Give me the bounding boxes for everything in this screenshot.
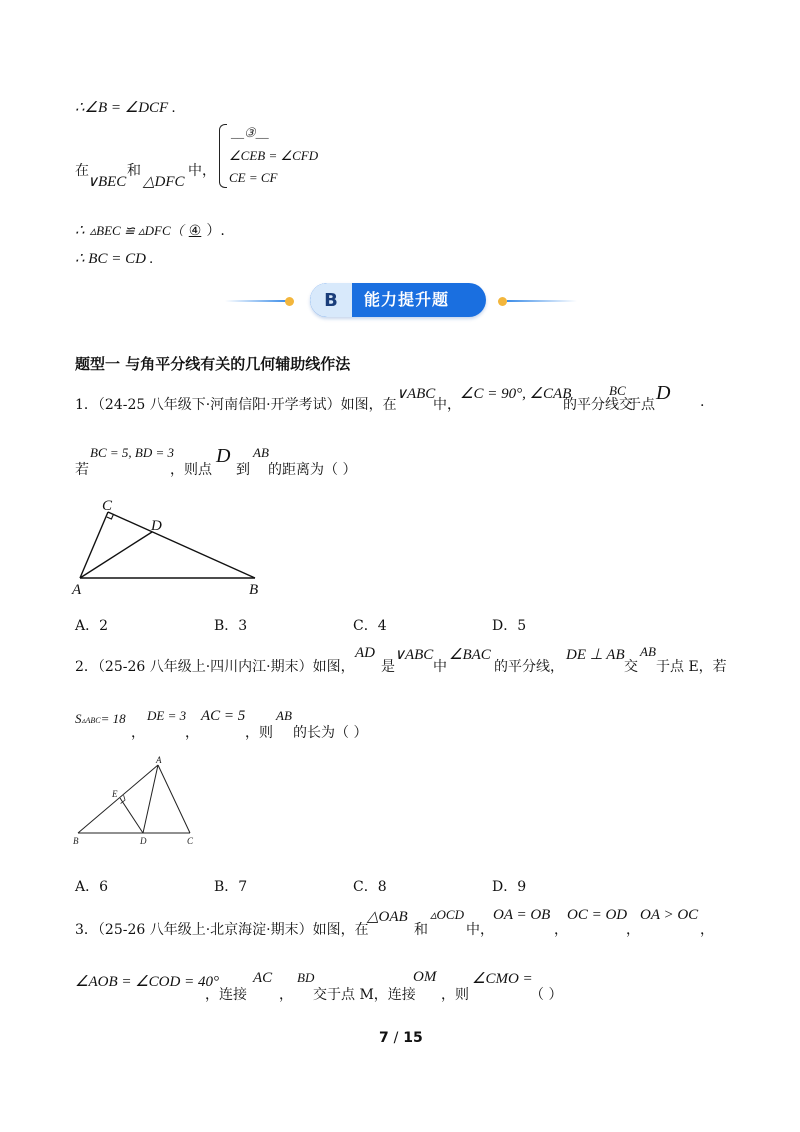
proof-triangle-bec: ∨BEC (87, 174, 127, 190)
q3-angle-condition: ∠AOB = ∠COD = 40° (75, 974, 219, 990)
q2-label-a: A (156, 755, 162, 765)
q3-and: 和 (414, 922, 428, 938)
proof-conclusion: ∴ BC = CD . (75, 251, 154, 267)
banner-line-right (507, 300, 577, 302)
q3-cmo: ∠CMO = (472, 971, 533, 987)
q2-side-ab (78, 765, 158, 833)
banner-title: 能力提升题 (364, 290, 450, 309)
q1-option-d: D．5 (492, 618, 527, 634)
q2-perp: DE ⊥ AB (566, 647, 625, 663)
page-current: 7 (379, 1030, 389, 1046)
q3-eq1: OA = OB (493, 907, 551, 923)
q1-option-b: B．3 (214, 618, 248, 634)
q2-label-b: B (73, 836, 79, 846)
q2-label-d: D (140, 836, 147, 846)
q2-option-a: A．6 (75, 879, 109, 895)
q1-label-d: D (151, 518, 162, 534)
banner-dot-left (285, 297, 294, 306)
q2-label-e: E (112, 789, 118, 799)
q2-ab: AB (640, 644, 656, 659)
q3-bd: BD (297, 970, 315, 985)
q2-de: DE = 3 (147, 708, 187, 723)
page-number (379, 1030, 423, 1046)
q2-option-b: B．7 (214, 879, 248, 895)
q1-line2-end: 的距离为（ ） (268, 462, 357, 478)
q1-text2: 的平分线交 (563, 397, 633, 413)
q2-side-ac (158, 765, 190, 833)
page-separator: / (393, 1030, 399, 1046)
q3-comma-4: ， (279, 987, 293, 1003)
q3-text-m: 交于点 M，连接 (313, 987, 416, 1003)
section-banner (310, 283, 486, 317)
q3-om: OM (413, 969, 437, 985)
proof-mid-label: 中， (188, 163, 216, 179)
proof-and-label: 和 (127, 163, 141, 179)
section-heading: 题型一 与角平分线有关的几何辅助线作法 (75, 355, 351, 373)
q1-line2-mid: ，则点 (170, 462, 212, 478)
q1-side-ac (80, 512, 108, 578)
q2-text3: 于点 E，若 (656, 659, 727, 675)
q1-bc: BC (609, 383, 626, 398)
q1-figure (70, 495, 270, 600)
q2-prefix: 2．（25-26 八年级上·四川内江·期末）如图， (75, 659, 355, 675)
q3-comma-3: ， (700, 922, 714, 938)
q1-triangle: ∨ABC (396, 386, 436, 402)
q1-label-b: B (249, 582, 259, 598)
q3-then: ，则 (441, 987, 469, 1003)
q1-label-c: C (102, 498, 113, 514)
q1-bisector-ad (80, 532, 152, 578)
q3-triangle-ocd: ▵OCD (430, 907, 464, 922)
q2-ac: AC = 5 (201, 708, 246, 724)
q2-perpendicular-de (120, 798, 143, 833)
q3-eq3: OA > OC (640, 907, 699, 923)
q2-area-sub: ▵ABC (81, 716, 101, 725)
q1-label-a: A (72, 582, 82, 598)
proof-line-angle: ∴∠B = ∠DCF . (75, 100, 176, 116)
q2-angle: ∠BAC (449, 647, 491, 663)
q3-comma-1: ， (554, 922, 568, 938)
q1-to: 到 (236, 462, 250, 478)
condition-brace (219, 124, 227, 188)
q1-prefix: 1．（24-25 八年级下·河南信阳·开学考试）如图，在 (75, 397, 397, 413)
congruent-suffix: ）. (206, 223, 225, 239)
q3-end: （ ） (530, 987, 563, 1003)
q3-connect1: ，连接 (205, 987, 247, 1003)
condition-blank-3: __③__ (231, 125, 269, 140)
proof-triangle-dfc: △DFC (143, 174, 185, 190)
banner-dot-right (498, 297, 507, 306)
q2-area-label: S (75, 711, 82, 726)
q2-comma-2: ， (185, 725, 199, 741)
q2-option-c: C．8 (353, 879, 387, 895)
proof-congruent-line (75, 220, 225, 240)
q1-ab: AB (253, 445, 269, 460)
q3-mid: 中， (466, 922, 494, 938)
q1-option-a: A．2 (75, 618, 109, 634)
condition-angle: ∠CEB = ∠CFD (229, 148, 319, 163)
q3-comma-2: ， (626, 922, 640, 938)
q2-label-c: C (187, 836, 194, 846)
q2-comma-1: ， (131, 725, 145, 741)
q1-point-d: D (656, 382, 671, 404)
page-total: 15 (403, 1030, 423, 1046)
condition-sides: CE = CF (229, 170, 278, 185)
q3-triangle-oab: △OAB (367, 909, 408, 925)
q2-end: 的长为（ ） (293, 725, 368, 741)
q2-option-d: D．9 (492, 879, 527, 895)
q1-point-d2: D (216, 445, 231, 467)
q2-triangle: ∨ABC (394, 647, 434, 663)
q3-prefix: 3．（25-26 八年级上·北京海淀·期末）如图，在 (75, 922, 369, 938)
q2-jiao: 交 (624, 659, 638, 675)
q2-area-val: = 18 (100, 711, 126, 726)
q2-text2: 的平分线， (494, 659, 564, 675)
q2-ab2: AB (276, 708, 292, 723)
congruent-expression: ▵BEC ≌ ▵DFC（ (89, 223, 184, 238)
therefore-symbol: ∴ (75, 223, 85, 239)
q3-ac: AC (253, 970, 273, 986)
q3-eq2: OC = OD (567, 907, 628, 923)
banner-line-left (225, 300, 287, 302)
q2-ad: AD (355, 645, 375, 661)
proof-in-label: 在 (75, 163, 89, 179)
q1-text3: 于点 (627, 397, 655, 413)
q2-then: ，则 (245, 725, 273, 741)
q1-condition: ∠C = 90°, ∠CAB (460, 386, 572, 402)
q1-given: BC = 5, BD = 3 (90, 445, 174, 460)
q2-mid: 中 (433, 659, 447, 675)
q1-side-cb (108, 512, 255, 578)
banner-badge: B (310, 283, 352, 317)
q2-figure (68, 755, 208, 850)
q1-end: . (700, 394, 705, 410)
q2-is: 是 (381, 659, 395, 675)
congruent-reason-blank: ④ (188, 223, 202, 239)
q1-option-c: C．4 (353, 618, 387, 634)
q2-area (75, 708, 126, 727)
q1-mid: 中， (433, 397, 461, 413)
q1-line2-prefix: 若 (75, 462, 89, 478)
